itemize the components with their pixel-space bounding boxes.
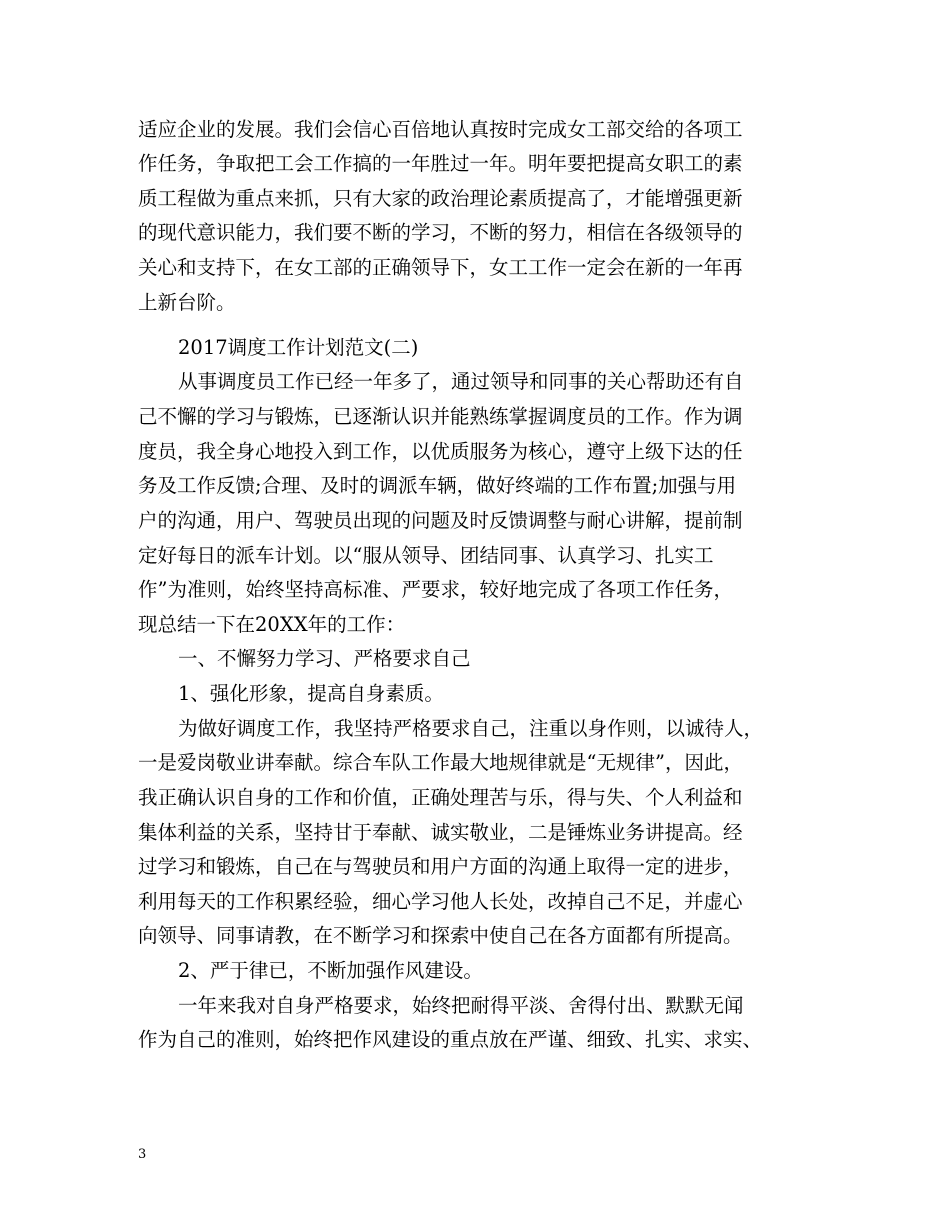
subheading: 一、不懈努力学习、严格要求自己 bbox=[178, 647, 471, 670]
body-text-line: 集体利益的关系，坚持甘于奉献、诚实敬业，二是锤炼业务讲提高。经 bbox=[138, 821, 743, 844]
body-text-line: 关心和支持下，在女工部的正确领导下，女工工作一定会在新的一年再 bbox=[138, 256, 743, 279]
body-text-line: 现总结一下在20XX年的工作： bbox=[138, 613, 406, 636]
body-text-line: 适应企业的发展。我们会信心百倍地认真按时完成女工部交给的各项工 bbox=[138, 118, 743, 141]
paragraph-first-line: 从事调度员工作已经一年多了，通过领导和同事的关心帮助还有自 bbox=[178, 370, 744, 393]
body-text-line: 向领导、同事请教，在不断学习和探索中使自己在各方面都有所提高。 bbox=[138, 924, 743, 947]
body-text-line: 的现代意识能力，我们要不断的学习，不断的努力，相信在各级领导的 bbox=[138, 221, 743, 244]
body-text-line: 作为自己的准则，始终把作风建设的重点放在严谨、细致、扎实、求实、 bbox=[138, 1028, 763, 1051]
body-text-line: 一是爱岗敬业讲奉献。综合车队工作最大地规律就是“无规律”，因此， bbox=[138, 751, 743, 774]
paragraph-first-line: 一年来我对自身严格要求，始终把耐得平淡、舍得付出、默默无闻 bbox=[178, 994, 744, 1017]
body-text-line: 务及工作反馈;合理、及时的调派车辆，做好终端的工作布置;加强与用 bbox=[138, 474, 737, 497]
body-text-line: 作”为准则，始终坚持高标准、严要求，较好地完成了各项工作任务， bbox=[138, 578, 733, 601]
body-text-line: 我正确认识自身的工作和价值，正确处理苦与乐，得与失、个人利益和 bbox=[138, 786, 743, 809]
body-text-line: 作任务，争取把工会工作搞的一年胜过一年。明年要把提高女职工的素 bbox=[138, 152, 743, 175]
subheading: 2、严于律已，不断加强作风建设。 bbox=[178, 959, 483, 982]
body-text-line: 定好每日的派车计划。以“服从领导、团结同事、认真学习、扎实工 bbox=[138, 544, 714, 567]
body-text-line: 利用每天的工作积累经验，细心学习他人长处，改掉自己不足，并虚心 bbox=[138, 890, 743, 913]
subheading: 1、强化形象，提高自身素质。 bbox=[178, 682, 444, 705]
body-text-line: 户的沟通，用户、驾驶员出现的问题及时反馈调整与耐心讲解，提前制 bbox=[138, 509, 743, 532]
body-text-line: 上新台阶。 bbox=[138, 291, 236, 314]
paragraph-first-line: 为做好调度工作，我坚持严格要求自己，注重以身作则，以诚待人， bbox=[178, 717, 764, 740]
page-number: 3 bbox=[138, 1147, 147, 1162]
body-text-line: 度员，我全身心地投入到工作，以优质服务为核心，遵守上级下达的任 bbox=[138, 440, 743, 463]
section-heading: 2017调度工作计划范文(二) bbox=[178, 336, 419, 359]
body-text-line: 质工程做为重点来抓，只有大家的政治理论素质提高了，才能增强更新 bbox=[138, 187, 743, 210]
body-text-line: 己不懈的学习与锻炼，已逐渐认识并能熟练掌握调度员的工作。作为调 bbox=[138, 405, 743, 428]
body-text-line: 过学习和锻炼，自己在与驾驶员和用户方面的沟通上取得一定的进步， bbox=[138, 855, 743, 878]
